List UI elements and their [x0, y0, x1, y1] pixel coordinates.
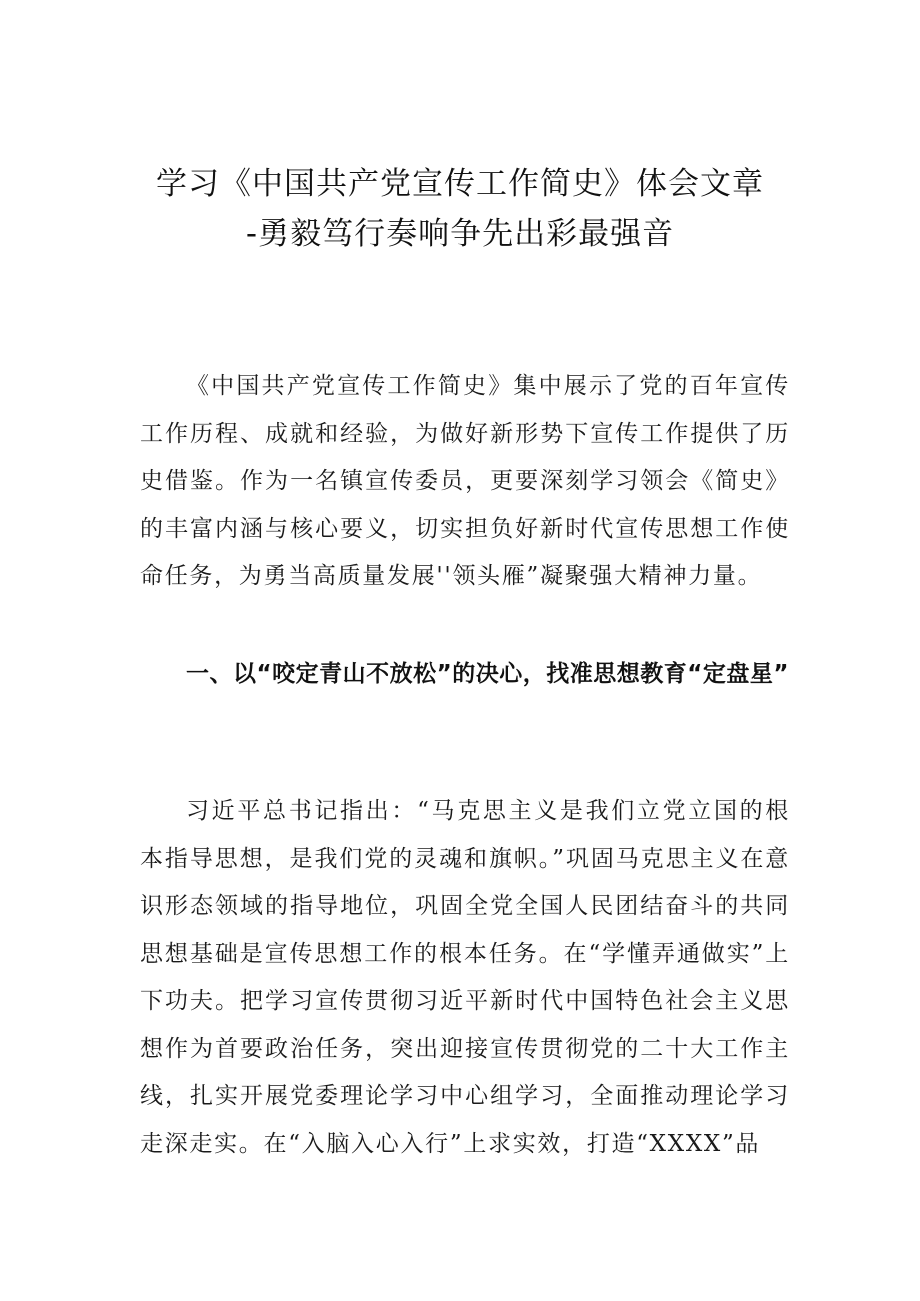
document-title-line-2: -勇毅笃行奏响争先出彩最强音 — [245, 216, 675, 252]
document-title-line-1: 学习《中国共产党宣传工作简史》体会文章 — [156, 166, 764, 202]
intro-paragraph: 《中国共产党宣传工作简史》集中展示了党的百年宣传工作历程、成就和经验，为做好新形势下宣传工作提供了历史借鉴。作为一名镇宣传委员，更要深刻学习领会《简史》的丰富内涵与核心要义，切实担负好新时代宣传思想工作使命任务，为勇当高质量发展''领头雁”凝聚强大精神力量。 — [140, 373, 790, 589]
section-1-paragraph: 习近平总书记指出：“马克思主义是我们立党立国的根本指导思想，是我们党的灵魂和旗帜。”巩固马克思主义在意识形态领域的指导地位，巩固全党全国人民团结奋斗的共同思想基础是宣传思想工作的根本任务。在“学懂弄通做实”上下功夫。把学习宣传贯彻习近平新时代中国特色社会主义思想作为首要政治任务，突出迎接宣传贯彻党的二十大工作主线，扎实开展党委理论学习中心组学习，全面推动理论学习走深走实。在“入脑入心入行”上求实效，打造“XXXX”品 — [140, 798, 790, 1157]
section-1-heading: 一、以“咬定青山不放松”的决心，找准思想教育“定盘星” — [186, 661, 789, 687]
